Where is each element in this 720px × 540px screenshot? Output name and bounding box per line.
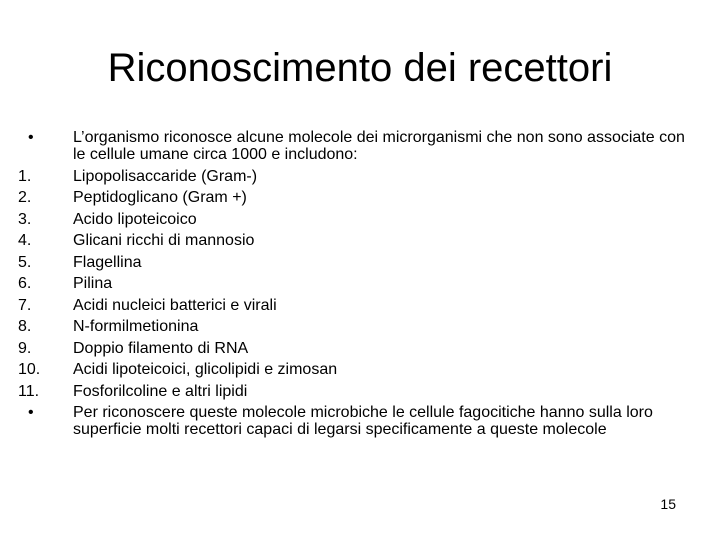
item-text: Peptidoglicano (Gram +) bbox=[73, 189, 247, 206]
list-item bbox=[18, 381, 690, 403]
item-text: Pilina bbox=[73, 275, 113, 292]
item-number: 1. bbox=[18, 167, 32, 185]
closing-text: Per riconoscere queste molecole microbiche le cellule fagocitiche hanno sulla loro superficie molti recettori capaci di legarsi specificamente a queste molecole bbox=[73, 404, 653, 438]
page-number: 15 bbox=[660, 496, 676, 512]
item-text: Fosforilcoline e altri lipidi bbox=[73, 382, 248, 400]
list-item bbox=[18, 359, 690, 381]
closing-bullet bbox=[18, 402, 690, 441]
list-item bbox=[18, 273, 690, 295]
item-number: 3. bbox=[18, 210, 32, 228]
item-number: 8. bbox=[18, 318, 32, 335]
item-number: 11. bbox=[18, 382, 40, 400]
item-text: Flagellina bbox=[73, 253, 142, 271]
item-number: 5. bbox=[18, 253, 32, 271]
list-item bbox=[18, 166, 690, 188]
bullet-marker: • bbox=[28, 404, 34, 421]
intro-text: L’organismo riconosce alcune molecole dei microrganismi che non sono associate con le cellule umane circa 1000 e includono: bbox=[73, 129, 685, 163]
item-text: Glicani ricchi di mannosio bbox=[73, 232, 255, 249]
item-number: 4. bbox=[18, 232, 32, 249]
item-number: 2. bbox=[18, 189, 32, 206]
list-item bbox=[18, 230, 690, 252]
item-text: Lipopolisaccaride (Gram-) bbox=[73, 167, 258, 185]
item-text: Acidi nucleici batterici e virali bbox=[73, 296, 277, 314]
item-number: 10. bbox=[18, 361, 41, 378]
item-number: 6. bbox=[18, 275, 32, 292]
slide-body bbox=[18, 127, 690, 441]
item-number: 9. bbox=[18, 339, 32, 357]
list-item bbox=[18, 209, 690, 231]
slide-title: Riconoscimento dei recettori bbox=[107, 46, 613, 90]
list-item bbox=[18, 316, 690, 338]
list-item bbox=[18, 252, 690, 274]
item-text: Acido lipoteicoico bbox=[73, 210, 197, 228]
list-item bbox=[18, 295, 690, 317]
list-item bbox=[18, 338, 690, 360]
bullet-marker: • bbox=[28, 129, 34, 146]
item-text: Acidi lipoteicoici, glicolipidi e zimosan bbox=[73, 361, 338, 378]
item-text: Doppio filamento di RNA bbox=[73, 339, 249, 357]
list-item bbox=[18, 187, 690, 209]
item-number: 7. bbox=[18, 296, 32, 314]
intro-bullet bbox=[18, 127, 690, 166]
item-text: N-formilmetionina bbox=[73, 318, 199, 335]
